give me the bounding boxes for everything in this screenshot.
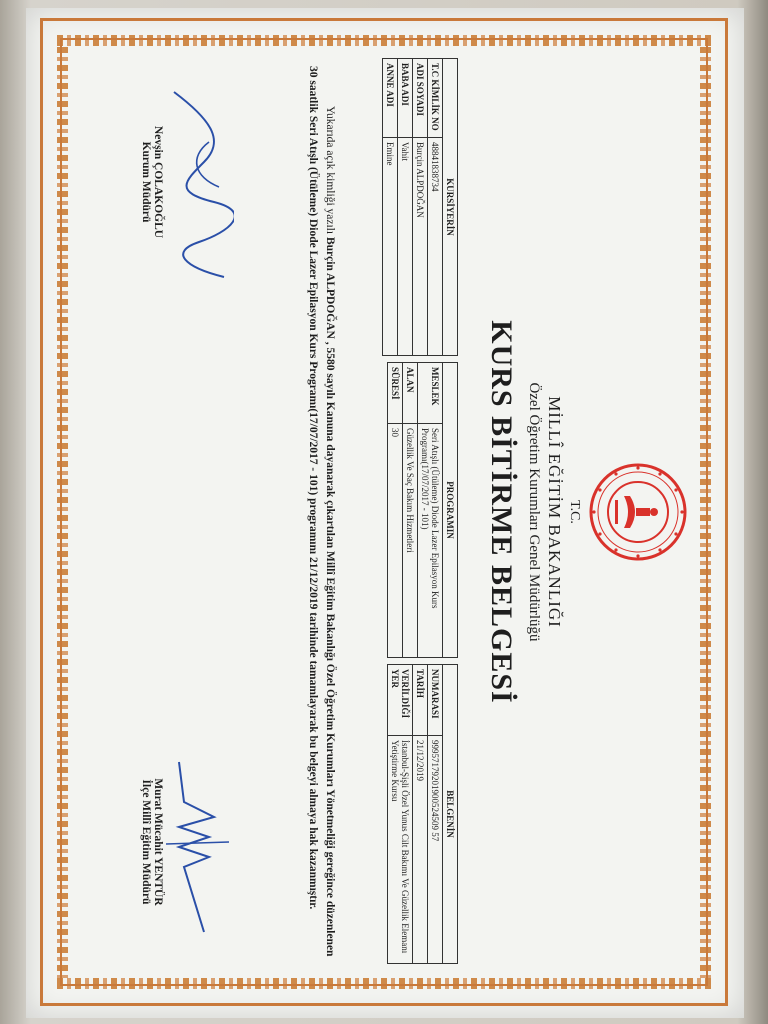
- program-label: ALAN: [403, 363, 418, 424]
- table-row: [403, 363, 418, 658]
- body-part-4: tarihinde tamamlayarak bu belgeyi almaya hak kazanmıştır.: [307, 612, 319, 910]
- body-trainee-name: Burçin ALPDOĞAN: [324, 236, 336, 339]
- certificate-heading: BELGENİN: [443, 665, 458, 964]
- body-date: 21/12/2019: [307, 556, 319, 610]
- header-tc: T.C.: [567, 500, 582, 524]
- certificate-value: 21/12/2019: [413, 736, 428, 964]
- table-row: [383, 59, 398, 356]
- trainee-value: Burçin ALPDOĞAN: [413, 138, 428, 356]
- trainee-value: 48841838734: [428, 138, 443, 356]
- table-row: [398, 59, 413, 356]
- body-part-2: , 5580 sayılı Kanuna dayanarak çıkartılan Millî Eğitim Bakanlığı Özel Öğretim Kurumları Yönetmeliği gereğince düzenlenen: [324, 341, 336, 957]
- signer-right-name: Murat Mücahit YENTÜR: [152, 778, 164, 906]
- table-row: [428, 665, 443, 964]
- body-part-3: saatlik Seri Atışlı (Ütüleme) Diode Lazer Epilasyon Kurs Programı(17/07/2017 - 101) programını: [307, 80, 319, 555]
- program-value: Güzellik Ve Saç Bakım Hizmetleri: [403, 424, 418, 658]
- program-table: [387, 362, 458, 658]
- trainee-heading: KURSİYERİN: [443, 59, 458, 356]
- table-row: [388, 665, 413, 964]
- program-label: SÜRESİ: [388, 363, 403, 424]
- certificate-content: [74, 52, 694, 972]
- certificate-value: 99957179201900524509 57: [428, 736, 443, 964]
- handwritten-signature-icon: [164, 742, 234, 942]
- certificate-title: KURS BİTİRME BELGESİ: [485, 320, 518, 704]
- program-value: Seri Atışlı (Ütüleme) Diode Lazer Epilasyon Kurs Programı(17/07/2017 - 101): [418, 424, 443, 658]
- trainee-label: ADI SOYADI: [413, 59, 428, 138]
- table-row: [413, 59, 428, 356]
- certificate-body-text: [304, 66, 338, 958]
- table-row: [418, 363, 443, 658]
- signature-block-left: [140, 62, 234, 302]
- body-hours: 30: [307, 66, 319, 78]
- certificate-label: TARİH: [413, 665, 428, 736]
- signature-block-right: [140, 722, 234, 962]
- program-heading: PROGRAMIN: [443, 363, 458, 658]
- certificate-label: NUMARASI: [428, 665, 443, 736]
- signer-left-title: Kurum Müdürü: [140, 141, 152, 223]
- ministry-emblem-icon: [588, 462, 688, 562]
- program-label: MESLEK: [418, 363, 443, 424]
- header-directorate: Özel Öğretim Kurumları Genel Müdürlüğü: [526, 382, 542, 642]
- header-ministry: MİLLÎ EĞİTİM BAKANLIĞI: [545, 396, 564, 628]
- table-row: [388, 363, 403, 658]
- table-row: [428, 59, 443, 356]
- certificate-value: İstanbul-Şişli Özel Yunus Cilt Bakımı Ve Güzellik Elemanı Yetiştirme Kursu: [388, 736, 413, 964]
- trainee-table: [382, 58, 458, 356]
- signer-right-title: İlçe Millî Eğitim Müdürü: [140, 779, 152, 905]
- signer-left-name: Nevşin ÇOLAKOĞLU: [152, 125, 164, 239]
- certificate-info-table: [387, 664, 458, 964]
- trainee-label: BABA ADI: [398, 59, 413, 138]
- trainee-label: ANNE ADI: [383, 59, 398, 138]
- table-row: [413, 665, 428, 964]
- program-value: 30: [388, 424, 403, 658]
- trainee-value: Vahit: [398, 138, 413, 356]
- trainee-label: T.C KİMLİK NO: [428, 59, 443, 138]
- trainee-value: Emine: [383, 138, 398, 356]
- handwritten-signature-icon: [164, 82, 234, 282]
- body-part-1: Yukarıda açık kimliği yazılı: [324, 106, 336, 235]
- certificate-label: VERİLDİĞİ YER: [388, 665, 413, 736]
